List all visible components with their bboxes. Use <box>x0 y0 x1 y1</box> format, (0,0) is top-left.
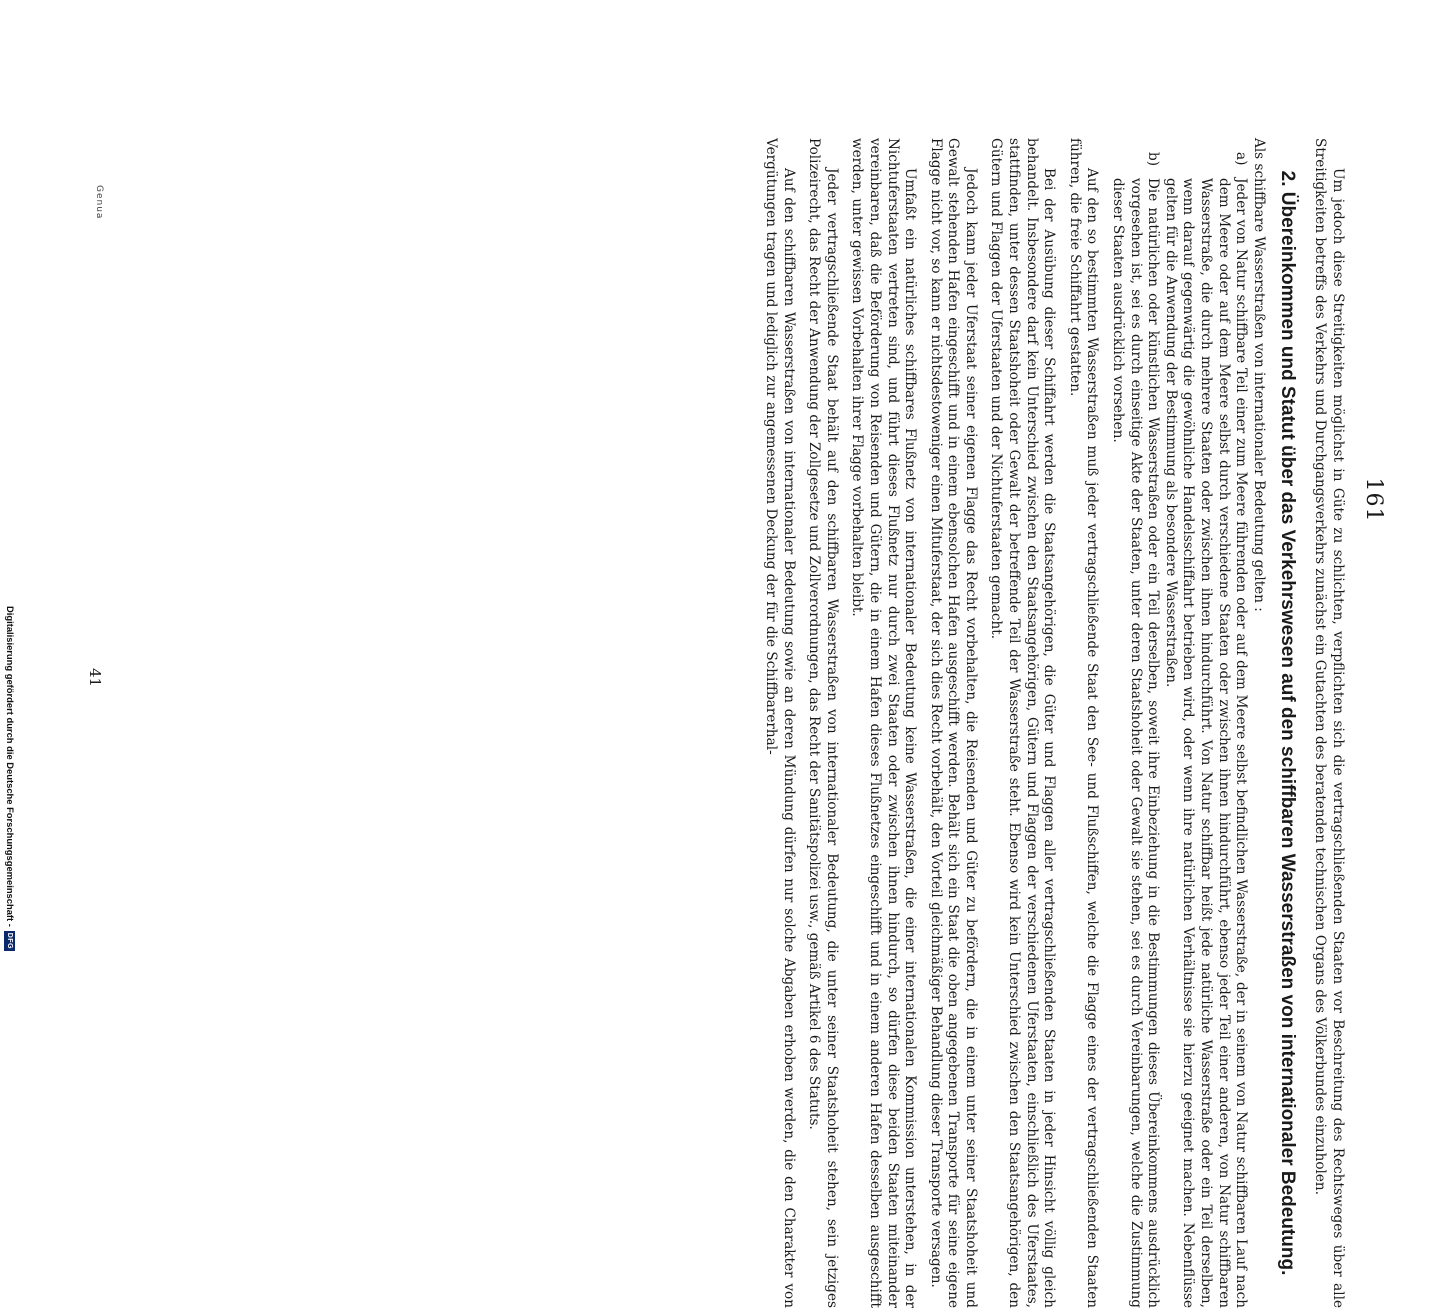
section-heading: 2. Übereinkommen und Statut über das Verkehrswesen auf den schiffbaren Wasserstraßen von internationaler Bedeutung. <box>1276 170 1298 1276</box>
signature-mark: Genua <box>94 185 104 220</box>
paragraph: Bei der Ausübung dieser Schiffahrt werden die Staatsangehörigen, die Güter und Flaggen aller vertragschließenden Staaten in jeder Hinsicht völlig gleich behandelt. Insbesondere darf kein Unterschied zwischen den Staatsangehörigen, Gütern und Flaggen der verschiedenen Uferstaaten, einschließlich des Uferstaates, stattfinden, unter dessen Staatshoheit oder Gewalt der betreffende Teil der Wasserstraße steht. Ebenso wird kein Unterschied zwischen den Staatsangehörigen, den Gütern und Flaggen der Uferstaaten und der Nichtuferstaaten gemacht. <box>988 138 1058 1308</box>
list-marker: a) <box>1233 152 1250 166</box>
paragraph: Auf den schiffbaren Wasserstraßen von internationaler Bedeutung sowie an deren Mündung dürfen nur solche Abgaben erhoben werden, die den Charakter von Vergütungen tragen und lediglich zur angemessenen Deckung der für die Schiffbarerhal- <box>762 138 797 1308</box>
paragraph: Auf den so bestimmten Wasserstraßen muß jeder vertragschließende Staat den See- und Flußschiffen, welche die Flagge eines der vertragschließenden Staaten führen, die freie Schiffahrt gestatten. <box>1066 138 1101 1308</box>
page-body <box>761 138 1346 1308</box>
dfg-logo-icon: DFG <box>6 932 14 950</box>
page-number: 161 <box>1361 477 1386 523</box>
list-intro: Als schiffbare Wasserstraßen von internationaler Bedeutung gelten : <box>1250 138 1267 612</box>
sheet-number: 41 <box>86 668 104 688</box>
paragraph: Umfaßt ein natürliches schiffbares Flußnetz von internationaler Bedeutung keine Wasserstraßen, die einer internationalen Kommission unterstehen, in der Nichtuferstaaten vertreten sind, und führt dieses Flußnetz nur durch zwei Staaten oder zwischen ihnen hindurch, so dürfen diese beiden Staaten miteinander vereinbaren, daß die Beförderung von Reisenden und Gütern, die in einem Hafen dieses Flußnetzes eingeschifft und in einem anderen Hafen desselben ausgeschifft werden, unter gewissen Vorbehalten ihrer Flagge vorbehalten bleibt. <box>849 138 919 1308</box>
list-item-text: Die natürlichen oder künstlichen Wasserstraßen oder ein Teil derselben, soweit ihre Einbeziehung in die Bestimmungen dieses Übereinkommens ausdrücklich vorgesehen ist, sei es durch einseitige Akte der Staaten, unter deren Staatshoheit oder Gewalt sie stehen, sei es durch Vereinbarungen, welche die Zustimmung dieser Staaten ausdrücklich vorsehen. <box>1110 178 1162 1308</box>
digitization-notice-text: Digitalisierung gefördert durch die Deutsche Forschungsgemeinschaft - <box>5 606 16 927</box>
paragraph: Jeder vertragschließende Staat behält auf den schiffbaren Wasserstraßen von internationaler Bedeutung, die unter seiner Staatshoheit stehen, sein jetziges Polizeirecht, das Recht der Anwendung der Zollgesetze und Zollverordnungen, das Recht der Sanitätspolizei usw., gemäß Artikel 6 des Statuts. <box>806 138 840 1308</box>
paragraph: Um jedoch diese Streitigkeiten möglichst in Güte zu schlichten, verpflichten sich die vertragschließenden Staaten vor Beschreitung des Rechtsweges über alle Streitigkeiten betreffs des Verkehrs und Durchgangsverkehrs zunächst ein Gutachten des beratenden technischen Organs des Völkerbundes einzuholen. <box>1312 138 1346 1308</box>
digitization-notice <box>4 606 16 986</box>
list-item <box>1108 152 1161 1308</box>
list-marker: b) <box>1145 152 1162 167</box>
list-item <box>1161 152 1249 1308</box>
paragraph: Jedoch kann jeder Uferstaat seiner eigenen Flagge das Recht vorbehalten, die Reisenden und Güter zu befördern, die in einem unter seiner Staatshoheit und Gewalt stehenden Hafen eingeschifft und in einem ebensolchen Hafen ausgeschifft werden. Behält sich ein Staat die oben angegebenen Transporte für seine eigene Flagge nicht vor, so kann er nichtsdestoweniger einen Mituferstaat, der sich dies Recht vorbehält, den Vorteil gleichmäßiger Behandlung dieser Transporte versagen. <box>927 138 979 1308</box>
list-item-text: Jeder von Natur schiffbare Teil einer zum Meere führenden oder auf dem Meere selbst befindlichen Wasserstraße, der in seinem von Natur schiffbaren Lauf nach dem Meere oder auf dem Meere selbst durch verschiedene Staaten oder zwischen ihnen hindurchführt, ebenso jeder Teil einer anderen, von Natur schiffbaren Wasserstraße, die durch mehrere Staaten oder zwischen ihnen hindurchführt. Von Natur schiffbar heißt jede natürliche Wasserstraße oder ein Teil derselben, wenn darauf gegenwärtig die gewöhnliche Handelsschiffahrt betrieben wird, oder wenn ihre natürlichen Verhältnisse sie hierzu geeignet machen. Nebenflüsse gelten für die Anwendung der Bestimmung als besondere Wasserstraßen. <box>1162 178 1250 1308</box>
